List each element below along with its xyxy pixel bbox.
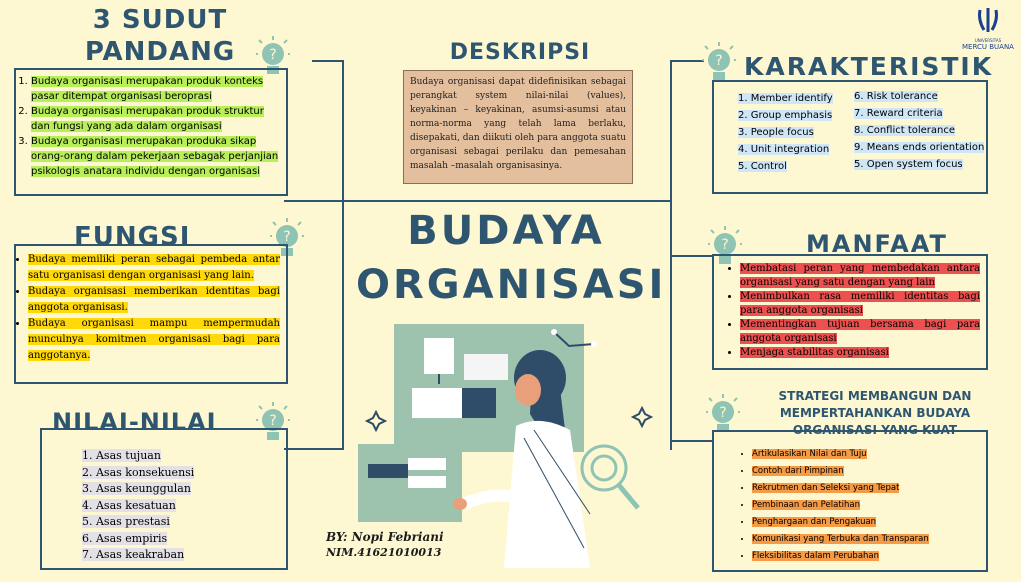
strategi-title-line2: MEMPERTAHANKAN BUDAYA bbox=[779, 406, 971, 420]
svg-text:?: ? bbox=[269, 413, 277, 429]
list-item bbox=[31, 104, 280, 134]
list-item: 2. Asas konsekuensi bbox=[82, 465, 195, 479]
list-item: 2. Group emphasis bbox=[738, 110, 833, 121]
connector-line bbox=[312, 60, 342, 62]
deskripsi-text: Budaya organisasi dapat didefinisikan sebagai perangkat system nilai-nilai (values), keyakinan – keyakinan, asumsi-asumsi atau norma-norma yang telah lama berlaku, disepakati, dan diikuti oleh para anggota suatu organisasi sebagai perilaku dan pemesahan masalah –masalah organisasinya. bbox=[410, 77, 626, 171]
list-item-text: Budaya organisasi mampu mempermudah munculnya komitmen organisasi bagi para anggotanya. bbox=[28, 318, 280, 361]
list-item: 5. Control bbox=[738, 161, 787, 172]
list-item: 5. Open system focus bbox=[854, 159, 963, 170]
list-item: • Artikulasikan Nilai dan Tuju bbox=[752, 446, 982, 463]
connector-line bbox=[284, 448, 344, 450]
fungsi-list bbox=[16, 252, 280, 364]
list-item-text: Budaya organisasi merupakan produk struktur dan fungsi yang ada dalam organisasi bbox=[31, 106, 264, 132]
svg-text:?: ? bbox=[715, 53, 723, 69]
list-item-text: Budaya organisasi merupakan produka sikap orang-orang dalam pekerjaan sebagak perjanjian psikologis anatara individu dengan organisasi bbox=[31, 136, 279, 177]
list-item: • Komunikasi yang Terbuka dan Transparan bbox=[752, 531, 982, 548]
list-item bbox=[28, 284, 280, 316]
list-item: • Pembinaan dan Pelatihan bbox=[752, 497, 982, 514]
list-item: 7. Asas keakraban bbox=[82, 548, 185, 561]
list-item: 1. Asas tujuan bbox=[82, 449, 161, 462]
logo-subtext: UNIVERSITAS bbox=[974, 38, 1002, 43]
nilai-list bbox=[82, 448, 194, 564]
author-name: BY: Nopi Febriani bbox=[326, 530, 444, 544]
list-item bbox=[31, 74, 280, 104]
list-item bbox=[28, 252, 280, 284]
list-item: 5. Asas prestasi bbox=[82, 515, 170, 528]
list-item: 8. Conflict tolerance bbox=[854, 125, 956, 136]
connector-line bbox=[670, 440, 714, 442]
main-title bbox=[356, 204, 667, 312]
list-item-text: Menimbulkan rasa memiliki identitas bagi para anggota organisasi bbox=[740, 291, 980, 316]
list-item: • Fleksibilitas dalam Perubahan bbox=[752, 548, 982, 565]
author-nim: NIM.41621010013 bbox=[326, 546, 442, 559]
list-item: 7. Reward criteria bbox=[854, 108, 943, 119]
sudut-pandang-title-line1: 3 SUDUT bbox=[92, 5, 228, 35]
list-item: 1. Member identify bbox=[738, 93, 833, 104]
list-item: 6. Risk tolerance bbox=[854, 91, 938, 102]
strategi-box bbox=[712, 430, 988, 572]
karakteristik-box bbox=[712, 80, 988, 194]
list-item-text: Budaya organisasi merupakan produk konteks pasar ditempat organisasi beroprasi bbox=[31, 76, 264, 102]
list-item: • Penghargaan dan Pengakuan bbox=[752, 514, 982, 531]
main-title-line2: ORGANISASI bbox=[356, 262, 667, 308]
logo-text: MERCU BUANA bbox=[962, 43, 1014, 51]
strategi-title-line1: STRATEGI MEMBANGUN DAN bbox=[778, 389, 972, 403]
svg-text:?: ? bbox=[721, 237, 729, 253]
list-item bbox=[31, 134, 280, 179]
list-item bbox=[740, 346, 980, 360]
list-item bbox=[740, 262, 980, 290]
list-item bbox=[740, 290, 980, 318]
nilai-title: NILAI-NILAI bbox=[52, 408, 217, 436]
main-title-line1: BUDAYA bbox=[407, 208, 605, 254]
manfaat-list bbox=[714, 262, 980, 360]
list-item: 6. Asas empiris bbox=[82, 531, 168, 545]
connector-line bbox=[670, 60, 704, 62]
list-item bbox=[740, 318, 980, 346]
connector-line bbox=[284, 200, 344, 202]
manfaat-title: MANFAAT bbox=[806, 230, 948, 258]
strategi-title-line3: ORGANISASI YANG KUAT bbox=[792, 423, 958, 437]
list-item: 4. Asas kesatuan bbox=[82, 498, 176, 512]
deskripsi-title: DESKRIPSI bbox=[449, 40, 591, 65]
karakteristik-title: KARAKTERISTIK bbox=[744, 52, 994, 81]
list-item-text: Mementingkan tujuan bersama bagi para anggota organisasi bbox=[740, 319, 980, 344]
sudut-pandang-box bbox=[14, 68, 288, 196]
list-item: 3. People focus bbox=[738, 127, 814, 138]
university-logo bbox=[958, 6, 1018, 51]
connector-line bbox=[342, 200, 672, 202]
list-item: 4. Unit integration bbox=[738, 144, 830, 155]
strategi-list bbox=[714, 446, 982, 565]
list-item-text: Budaya organisasi memberikan identitas bagi anggota organisasi. bbox=[28, 286, 280, 313]
list-item: 3. Asas keunggulan bbox=[82, 482, 191, 495]
logo-icon bbox=[976, 6, 1000, 34]
credit bbox=[326, 530, 444, 559]
list-item-text: Budaya memiliki peran sebagai pembeda antar satu organisasi dengan organisasi yang lain. bbox=[28, 254, 280, 281]
svg-text:?: ? bbox=[269, 47, 277, 63]
connector-line bbox=[342, 60, 344, 450]
list-item: • Rekrutmen dan Seleksi yang Tepat bbox=[752, 480, 982, 497]
list-item bbox=[28, 316, 280, 364]
karakteristik-right-list bbox=[854, 88, 984, 173]
list-item: • Contoh dari Pimpinan bbox=[752, 463, 982, 480]
sudut-pandang-list bbox=[16, 74, 280, 179]
karakteristik-left-list bbox=[738, 90, 833, 175]
svg-text:?: ? bbox=[719, 405, 727, 421]
svg-text:?: ? bbox=[283, 229, 291, 245]
deskripsi-box bbox=[403, 70, 633, 184]
fungsi-title: FUNGSI bbox=[74, 222, 191, 252]
sudut-pandang-title bbox=[70, 4, 250, 68]
fungsi-box bbox=[14, 244, 288, 384]
sudut-pandang-title-line2: PANDANG bbox=[84, 37, 236, 67]
list-item-text: Membatasi peran yang membedakan antara organisasi yang satu dengan yang lain bbox=[740, 263, 980, 288]
list-item: 9. Means ends orientation bbox=[854, 142, 985, 153]
nilai-box bbox=[40, 428, 288, 570]
manfaat-box bbox=[712, 254, 988, 370]
list-item-text: Menjaga stabilitas organisasi bbox=[740, 347, 889, 358]
